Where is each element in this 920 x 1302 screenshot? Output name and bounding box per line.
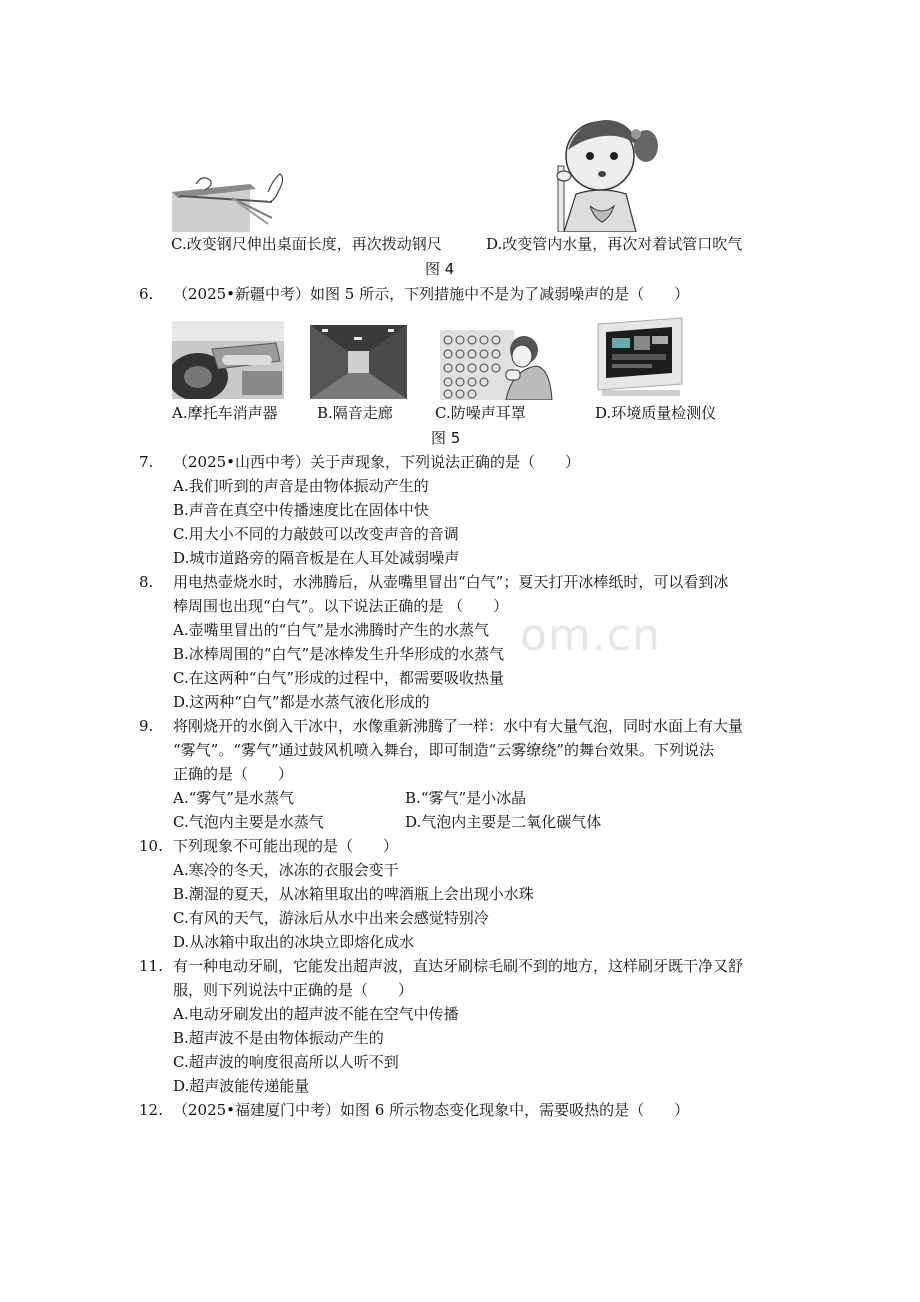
fig5-caption-a: A.摩托车消声器: [172, 404, 278, 422]
q11-option-a: A.电动牙刷发出的超声波不能在空气中传播: [173, 1005, 459, 1023]
q9-number: 9.: [139, 717, 154, 735]
q7-option-d: D.城市道路旁的隔音板是在人耳处减弱噪声: [173, 549, 460, 567]
q9-stem-line-1: 将刚烧开的水倒入干冰中，水像重新沸腾了一样：水中有大量气泡，同时水面上有大量: [173, 717, 744, 735]
q8-stem-line-2: 棒周围也出现“白气”。以下说法正确的是 （ ）: [173, 597, 509, 615]
fig5-caption-b: B.隔音走廊: [317, 404, 393, 422]
q8-option-b: B.冰棒周围的“白气”是冰棒发生升华形成的水蒸气: [173, 645, 505, 663]
q11-option-d: D.超声波能传递能量: [173, 1077, 310, 1095]
q10-number: 10.: [139, 837, 163, 855]
q10-stem: 下列现象不可能出现的是（ ）: [173, 837, 399, 855]
fig5-label: 图 5: [431, 429, 461, 447]
q9-option-c: C.气泡内主要是水蒸气: [173, 813, 324, 831]
q8-option-d: D.这两种“白气”都是水蒸气液化形成的: [173, 693, 430, 711]
fig4-ruler-image: [172, 162, 292, 232]
q11-option-c: C.超声波的响度很高所以人听不到: [173, 1053, 399, 1071]
q7-number: 7.: [139, 453, 154, 471]
fig5-corridor-image: [310, 325, 407, 399]
q10-option-a: A.寒冷的冬天，冰冻的衣服会变干: [173, 861, 399, 879]
q11-stem-line-2: 服，则下列说法中正确的是（ ）: [173, 981, 414, 999]
q8-option-a: A.壶嘴里冒出的“白气”是水沸腾时产生的水蒸气: [173, 621, 489, 639]
q7-stem: （2025•山西中考）关于声现象，下列说法正确的是（ ）: [173, 453, 581, 471]
q7-option-b: B.声音在真空中传播速度比在固体中快: [173, 501, 429, 519]
q11-stem-line-1: 有一种电动牙刷，它能发出超声波，直达牙刷棕毛刷不到的地方，这样刷牙既干净又舒: [173, 957, 744, 975]
q7-option-a: A.我们听到的声音是由物体振动产生的: [173, 477, 429, 495]
fig5-caption-c: C.防噪声耳罩: [435, 404, 526, 422]
q10-option-c: C.有风的天气，游泳后从水中出来会感觉特别冷: [173, 909, 489, 927]
fig5-motorcycle-image: [172, 321, 284, 399]
q9-stem-line-2: “雾气”。“雾气”通过鼓风机喷入舞台，即可制造“云雾缭绕”的舞台效果。下列说法: [173, 741, 715, 759]
fig4-caption-d: D.改变管内水量，再次对着试管口吹气: [486, 235, 743, 253]
q10-option-b: B.潮湿的夏天，从冰箱里取出的啤酒瓶上会出现小水珠: [173, 885, 534, 903]
q11-option-b: B.超声波不是由物体振动产生的: [173, 1029, 384, 1047]
q6-stem: （2025•新疆中考）如图 5 所示，下列措施中不是为了减弱噪声的是（ ）: [173, 285, 690, 303]
q9-stem-line-3: 正确的是（ ）: [173, 765, 294, 783]
q7-option-c: C.用大小不同的力敲鼓可以改变声音的音调: [173, 525, 459, 543]
q8-option-c: C.在这两种“白气”形成的过程中，都需要吸收热量: [173, 669, 505, 687]
q8-number: 8.: [139, 573, 154, 591]
q9-option-d: D.气泡内主要是二氧化碳气体: [405, 813, 602, 831]
fig5-monitor-image: [590, 314, 688, 400]
fig4-caption-c: C.改变钢尺伸出桌面长度，再次拨动钢尺: [171, 235, 442, 253]
q12-number: 12.: [139, 1101, 163, 1119]
fig5-earmuff-image: [440, 330, 553, 400]
watermark-text: om.cn: [520, 610, 661, 661]
fig5-caption-d: D.环境质量检测仪: [595, 404, 717, 422]
q9-option-a: A.“雾气”是水蒸气: [173, 789, 294, 807]
q9-option-b: B.“雾气”是小冰晶: [405, 789, 527, 807]
q12-stem: （2025•福建厦门中考）如图 6 所示物态变化现象中，需要吸热的是（ ）: [173, 1101, 690, 1119]
q8-stem-line-1: 用电热壶烧水时，水沸腾后，从壶嘴里冒出“白气”；夏天打开冰棒纸时，可以看到冰: [173, 573, 729, 591]
fig4-girl-image: [542, 110, 664, 232]
q10-option-d: D.从冰箱中取出的冰块立即熔化成水: [173, 933, 415, 951]
fig4-label: 图 4: [425, 260, 455, 278]
q11-number: 11.: [139, 957, 163, 975]
q6-number: 6.: [139, 285, 154, 303]
